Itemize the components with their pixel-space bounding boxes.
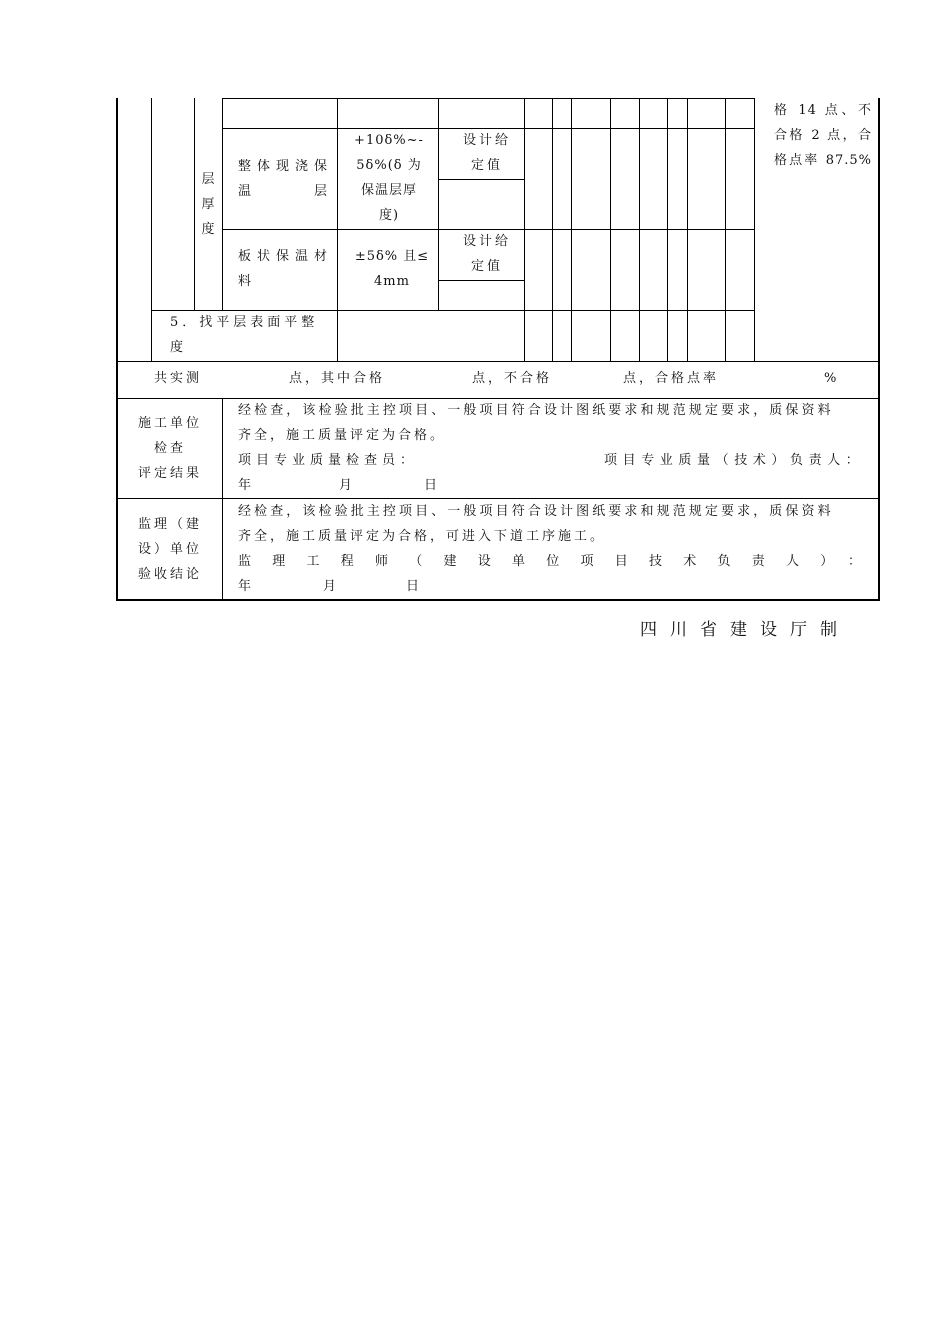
construction-inspector: 项目专业质量检查员： (238, 453, 419, 468)
col-line (438, 98, 439, 310)
col-line (151, 98, 152, 361)
summary-pass-rate: 点，合格点率 (623, 371, 720, 386)
remark-pass-rate: 格 14 点、不合格 2 点，合格点率 87.5% (774, 103, 872, 168)
row-line (222, 98, 754, 99)
item-board-insulation: 板状保温材料 (238, 249, 330, 289)
row-line (438, 280, 524, 281)
item-5-leveling-flatness: 5．找平层表面平整度 (170, 315, 319, 355)
col-line (754, 98, 755, 361)
supervision-engineer: 监理工程师（建设单位项目技术负责人）： (238, 554, 864, 569)
group-label-layer-thickness: 层厚度 (201, 172, 215, 237)
supervision-label: 监理（建 设）单位 验收结论 (137, 517, 202, 582)
issuer-footer: 四川省建设厅制 (640, 620, 850, 640)
summary-unqualified: 点，不合格 (472, 371, 553, 386)
supervision-day: 日 (406, 579, 423, 594)
construction-text-line1: 经检查，该检验批主控项目、一般项目符合设计图纸要求和规范规定要求，质保资料 (238, 403, 834, 418)
construction-label: 施工单位 检查 评定结果 (137, 416, 202, 481)
construction-year: 年 (238, 478, 255, 493)
col-line (194, 98, 195, 310)
supervision-year: 年 (238, 579, 255, 594)
method-board: 设计给定值 (462, 234, 511, 274)
construction-month: 月 (339, 478, 356, 493)
method-cast-in-place: 设计给定值 (462, 133, 511, 173)
construction-responsible: 项目专业质量（技术）负责人： (604, 453, 865, 468)
col-line (222, 98, 223, 310)
row-line (116, 361, 880, 362)
table-border-left (116, 98, 118, 600)
supervision-text-line2: 齐全，施工质量评定为合格，可进入下道工序施工。 (238, 529, 607, 544)
item-cast-in-place-insulation: 整体现浇保温层 (238, 159, 330, 199)
table-border-bottom (116, 599, 880, 601)
summary-qualified: 点，其中合格 (289, 371, 386, 386)
construction-day: 日 (424, 478, 441, 493)
row-line (438, 179, 524, 180)
table-border-right (878, 98, 880, 600)
summary-percent: % (824, 371, 840, 386)
summary-total-measured: 共实测 (154, 371, 203, 386)
supervision-month: 月 (323, 579, 340, 594)
tolerance-board: ±5δ% 且≤4mm (354, 249, 430, 289)
tolerance-cast-in-place: +10δ%~-5δ%(δ 为保温层厚度) (354, 133, 424, 223)
construction-text-line2: 齐全，施工质量评定为合格。 (238, 428, 447, 443)
supervision-text-line1: 经检查，该检验批主控项目、一般项目符合设计图纸要求和规范规定要求，质保资料 (238, 504, 834, 519)
